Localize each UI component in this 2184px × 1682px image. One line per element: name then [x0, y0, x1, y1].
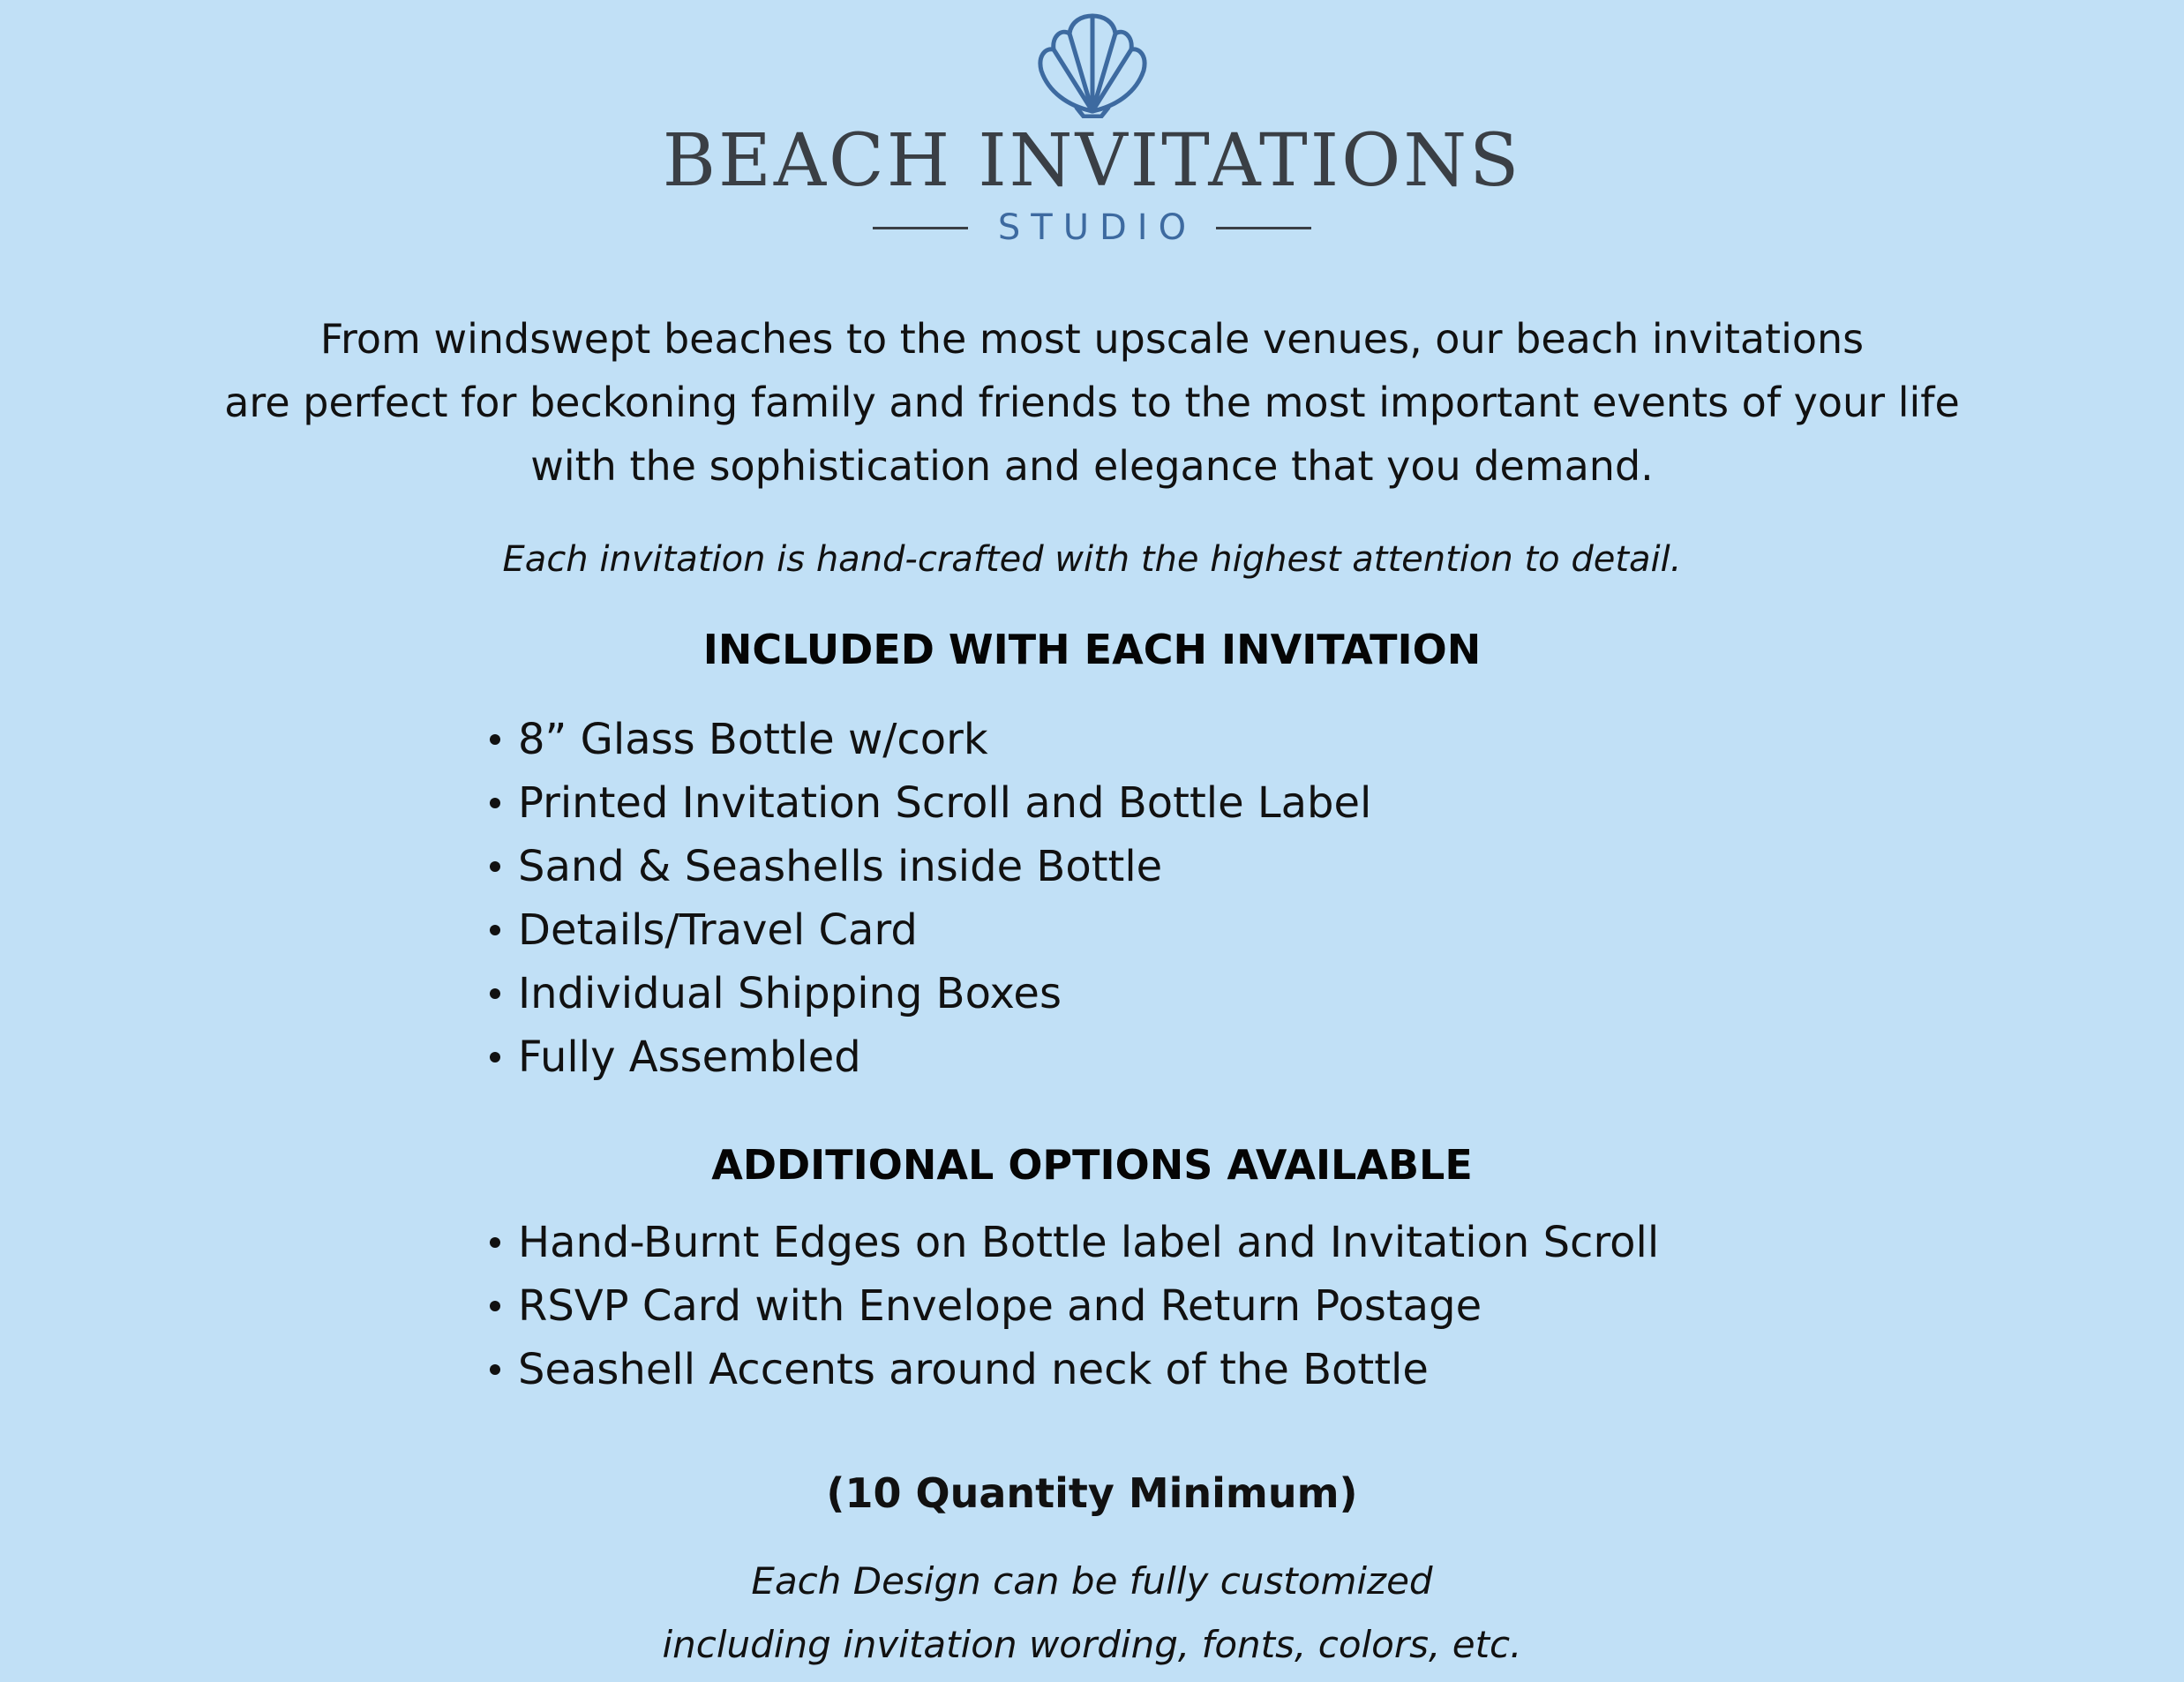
bullet-icon — [490, 734, 500, 745]
list-item-label: Fully Assembled — [518, 1032, 861, 1082]
list-item — [490, 1211, 1659, 1274]
tagline: Each invitation is hand-crafted with the highest attention to detail. — [502, 539, 1682, 580]
customize-line: Each Design can be fully customized — [751, 1559, 1433, 1603]
included-list — [490, 708, 1371, 1089]
included-heading: INCLUDED WITH EACH INVITATION — [702, 626, 1482, 673]
brand-name: BEACH INVITATIONS — [662, 119, 1522, 203]
list-item — [490, 962, 1371, 1025]
list-item-label: Seashell Accents around neck of the Bottle — [518, 1345, 1429, 1394]
intro-paragraph — [0, 307, 2184, 498]
list-item — [490, 1025, 1371, 1089]
options-list — [490, 1211, 1659, 1401]
bullet-icon — [490, 988, 500, 999]
list-item-label: Hand-Burnt Edges on Bottle label and Invitation Scroll — [518, 1218, 1660, 1267]
list-item — [490, 898, 1371, 962]
list-item-label: 8” Glass Bottle w/cork — [518, 715, 988, 764]
bullet-icon — [490, 925, 500, 935]
intro-line: From windswept beaches to the most upscale venues, our beach invitations — [319, 315, 1865, 363]
list-item-label: Printed Invitation Scroll and Bottle Label — [518, 778, 1372, 828]
intro-line: are perfect for beckoning family and friends to the most important events of your life — [224, 379, 1960, 426]
list-item — [490, 708, 1371, 771]
bullet-icon — [490, 1364, 500, 1375]
options-heading: ADDITIONAL OPTIONS AVAILABLE — [711, 1141, 1473, 1189]
customize-note — [0, 1550, 2184, 1677]
bullet-icon — [490, 1052, 500, 1063]
left-divider — [873, 227, 968, 229]
customize-line: including invitation wording, fonts, colors, etc. — [662, 1623, 1522, 1666]
list-item — [490, 1274, 1659, 1338]
bullet-icon — [490, 798, 500, 808]
list-item-label: Individual Shipping Boxes — [518, 969, 1062, 1018]
list-item — [490, 835, 1371, 898]
list-item — [490, 771, 1371, 835]
list-item-label: Details/Travel Card — [518, 905, 918, 955]
studio-label: STUDIO — [997, 207, 1197, 248]
seashell-icon — [1032, 12, 1152, 118]
quantity-minimum: (10 Quantity Minimum) — [826, 1469, 1358, 1517]
list-item-label: Sand & Seashells inside Bottle — [518, 842, 1163, 891]
intro-line: with the sophistication and elegance that you demand. — [530, 442, 1654, 490]
bullet-icon — [490, 1237, 500, 1248]
list-item-label: RSVP Card with Envelope and Return Postage — [518, 1281, 1482, 1331]
studio-subtitle — [0, 201, 2184, 254]
bullet-icon — [490, 1301, 500, 1311]
bullet-icon — [490, 861, 500, 872]
list-item — [490, 1338, 1659, 1401]
right-divider — [1216, 227, 1311, 229]
